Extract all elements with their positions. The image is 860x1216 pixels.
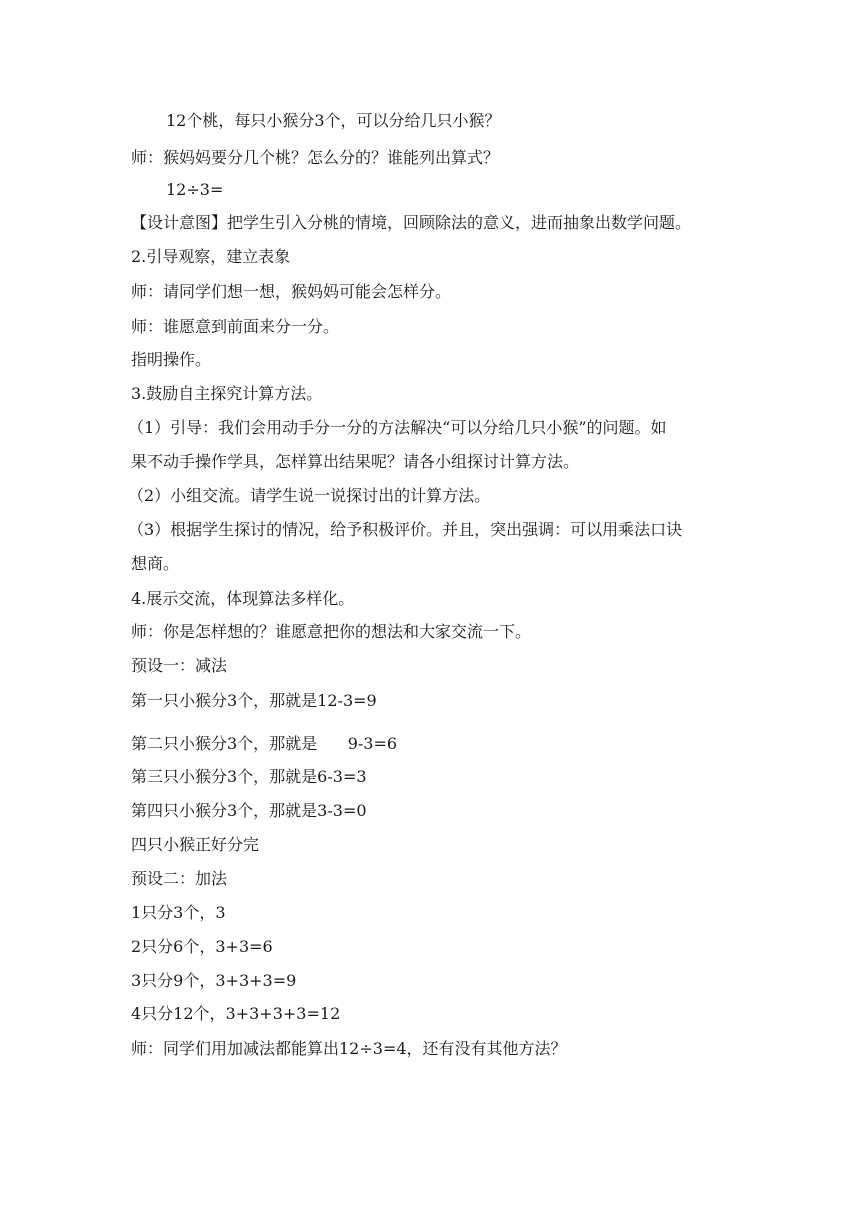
conclusion-line: 四只小猴正好分完 bbox=[131, 835, 260, 854]
preset-heading: 预设二：加法 bbox=[131, 869, 228, 888]
design-intent: 【设计意图】把学生引入分桃的情境，回顾除法的意义，进而抽象出数学问题。 bbox=[131, 213, 692, 232]
step-3-line: （3）根据学生探讨的情况，给予积极评价。并且，突出强调：可以用乘法口诀 bbox=[128, 520, 683, 539]
subtraction-step: 第二只小猴分3个，那就是 9-3=6 bbox=[131, 734, 398, 753]
teacher-question: 师：猴妈妈要分几个桃？怎么分的？谁能列出算式？ bbox=[131, 148, 500, 167]
addition-step: 1只分3个，3 bbox=[131, 903, 226, 922]
teacher-line: 师：请同学们想一想，猴妈妈可能会怎样分。 bbox=[131, 282, 452, 301]
equation: 12÷3= bbox=[166, 180, 224, 199]
subtraction-step: 第四只小猴分3个，那就是3-3=0 bbox=[131, 801, 367, 820]
problem-statement: 12个桃，每只小猴分3个，可以分给几只小猴？ bbox=[166, 111, 501, 130]
step-2-line: （2）小组交流。请学生说一说探讨出的计算方法。 bbox=[128, 486, 491, 505]
subtraction-step: 第一只小猴分3个，那就是12-3=9 bbox=[131, 691, 377, 710]
addition-step: 4只分12个，3+3+3+3=12 bbox=[131, 1004, 341, 1023]
preset-heading: 预设一：减法 bbox=[131, 656, 228, 675]
section-heading-3: 3.鼓励自主探究计算方法。 bbox=[131, 384, 323, 403]
addition-step: 2只分6个，3+3=6 bbox=[131, 937, 273, 956]
addition-step: 3只分9个，3+3+3=9 bbox=[131, 971, 297, 990]
teacher-question: 师：同学们用加减法都能算出12÷3=4，还有没有其他方法？ bbox=[131, 1039, 567, 1058]
teacher-line: 师：谁愿意到前面来分一分。 bbox=[131, 317, 340, 336]
step-3-continued: 想商。 bbox=[131, 554, 180, 573]
step-1-line: （1）引导：我们会用动手分一分的方法解决“可以分给几只小猴”的问题。如 bbox=[128, 418, 667, 437]
instruction-line: 指明操作。 bbox=[131, 350, 212, 369]
step-1-continued: 果不动手操作学具，怎样算出结果呢？请各小组探讨计算方法。 bbox=[131, 452, 580, 471]
subtraction-step: 第三只小猴分3个，那就是6-3=3 bbox=[131, 767, 367, 786]
section-heading-2: 2.引导观察，建立表象 bbox=[131, 247, 291, 266]
teacher-line: 师：你是怎样想的？谁愿意把你的想法和大家交流一下。 bbox=[131, 622, 532, 641]
section-heading-4: 4.展示交流，体现算法多样化。 bbox=[131, 589, 355, 608]
